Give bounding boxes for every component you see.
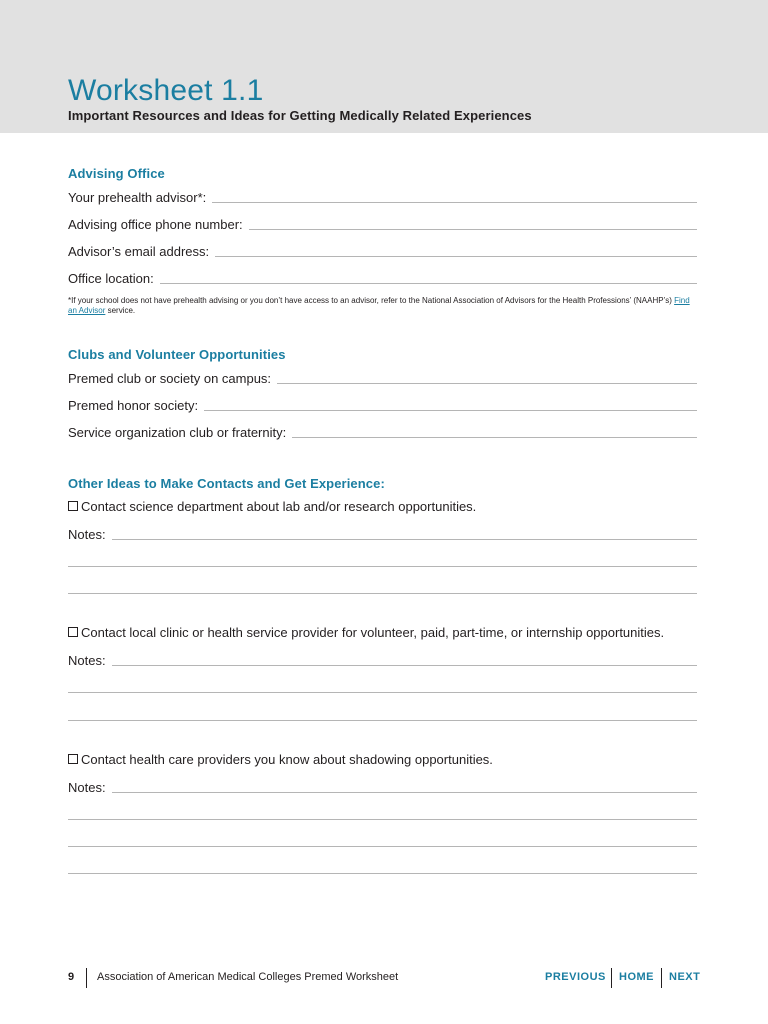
notes-label: Notes: <box>68 653 106 668</box>
section-heading-clubs: Clubs and Volunteer Opportunities <box>68 347 286 362</box>
field-label: Office location: <box>68 271 154 286</box>
notes-line[interactable] <box>68 846 697 847</box>
find-an-advisor-link[interactable]: Find an Advisor <box>68 296 690 315</box>
field-office-location[interactable] <box>68 269 697 287</box>
fill-in-line[interactable] <box>277 383 697 384</box>
page-footer <box>0 966 768 990</box>
field-prehealth-advisor[interactable] <box>68 188 697 206</box>
notes-line[interactable] <box>68 566 697 567</box>
fill-in-line[interactable] <box>112 539 697 540</box>
field-label: Premed honor society: <box>68 398 199 413</box>
idea-text: Contact local clinic or health service provider for volunteer, paid, part-time, or internship opportunities. <box>81 625 665 640</box>
fill-in-line[interactable] <box>212 202 697 203</box>
page-title: Worksheet 1.1 <box>68 74 264 107</box>
notes-field[interactable] <box>68 525 697 543</box>
divider <box>661 968 662 988</box>
page-subtitle: Important Resources and Ideas for Getting Medically Related Experiences <box>68 108 532 123</box>
footnote-text: *If your school does not have prehealth advising or you don’t have access to an advisor, refer to the National Association of Advisors for the Health Professions’ (NAAHP’s) <box>68 296 675 305</box>
fill-in-line[interactable] <box>112 665 697 666</box>
notes-line[interactable] <box>68 819 697 820</box>
home-link[interactable]: HOME <box>619 971 654 983</box>
field-honor-society[interactable] <box>68 396 697 414</box>
checkbox-icon[interactable] <box>68 501 78 511</box>
field-office-phone[interactable] <box>68 215 697 233</box>
field-label: Your prehealth advisor*: <box>68 190 207 205</box>
fill-in-line[interactable] <box>112 792 697 793</box>
idea-text: Contact health care providers you know about shadowing opportunities. <box>81 752 493 767</box>
notes-line[interactable] <box>68 593 697 594</box>
field-premed-club[interactable] <box>68 369 697 387</box>
idea-text: Contact science department about lab and/or research opportunities. <box>81 499 477 514</box>
checkbox-icon[interactable] <box>68 627 78 637</box>
header-band <box>0 0 768 133</box>
notes-label: Notes: <box>68 527 106 542</box>
notes-line[interactable] <box>68 692 697 693</box>
divider <box>86 968 87 988</box>
field-label: Premed club or society on campus: <box>68 371 272 386</box>
fill-in-line[interactable] <box>249 229 697 230</box>
previous-link[interactable]: PREVIOUS <box>545 971 606 983</box>
footer-organization: Association of American Medical Colleges Premed Worksheet <box>97 971 399 983</box>
fill-in-line[interactable] <box>292 437 697 438</box>
field-advisor-email[interactable] <box>68 242 697 260</box>
field-label: Service organization club or fraternity: <box>68 425 287 440</box>
notes-line[interactable] <box>68 720 697 721</box>
notes-line[interactable] <box>68 873 697 874</box>
fill-in-line[interactable] <box>160 283 697 284</box>
checkbox-icon[interactable] <box>68 754 78 764</box>
section-heading-ideas: Other Ideas to Make Contacts and Get Experience: <box>68 476 385 491</box>
page-number: 9 <box>68 971 75 983</box>
idea-item-research[interactable] <box>68 499 708 515</box>
footnote-text-end: service. <box>105 306 136 315</box>
field-label: Advising office phone number: <box>68 217 243 232</box>
idea-item-shadowing[interactable] <box>68 752 708 768</box>
divider <box>611 968 612 988</box>
notes-field[interactable] <box>68 651 697 669</box>
next-link[interactable]: NEXT <box>669 971 701 983</box>
fill-in-line[interactable] <box>215 256 697 257</box>
fill-in-line[interactable] <box>204 410 697 411</box>
notes-label: Notes: <box>68 780 106 795</box>
field-service-organization[interactable] <box>68 423 697 441</box>
field-label: Advisor’s email address: <box>68 244 210 259</box>
notes-field[interactable] <box>68 778 697 796</box>
advisor-footnote <box>68 296 700 316</box>
section-heading-advising: Advising Office <box>68 166 165 181</box>
idea-item-clinic[interactable] <box>68 625 708 641</box>
